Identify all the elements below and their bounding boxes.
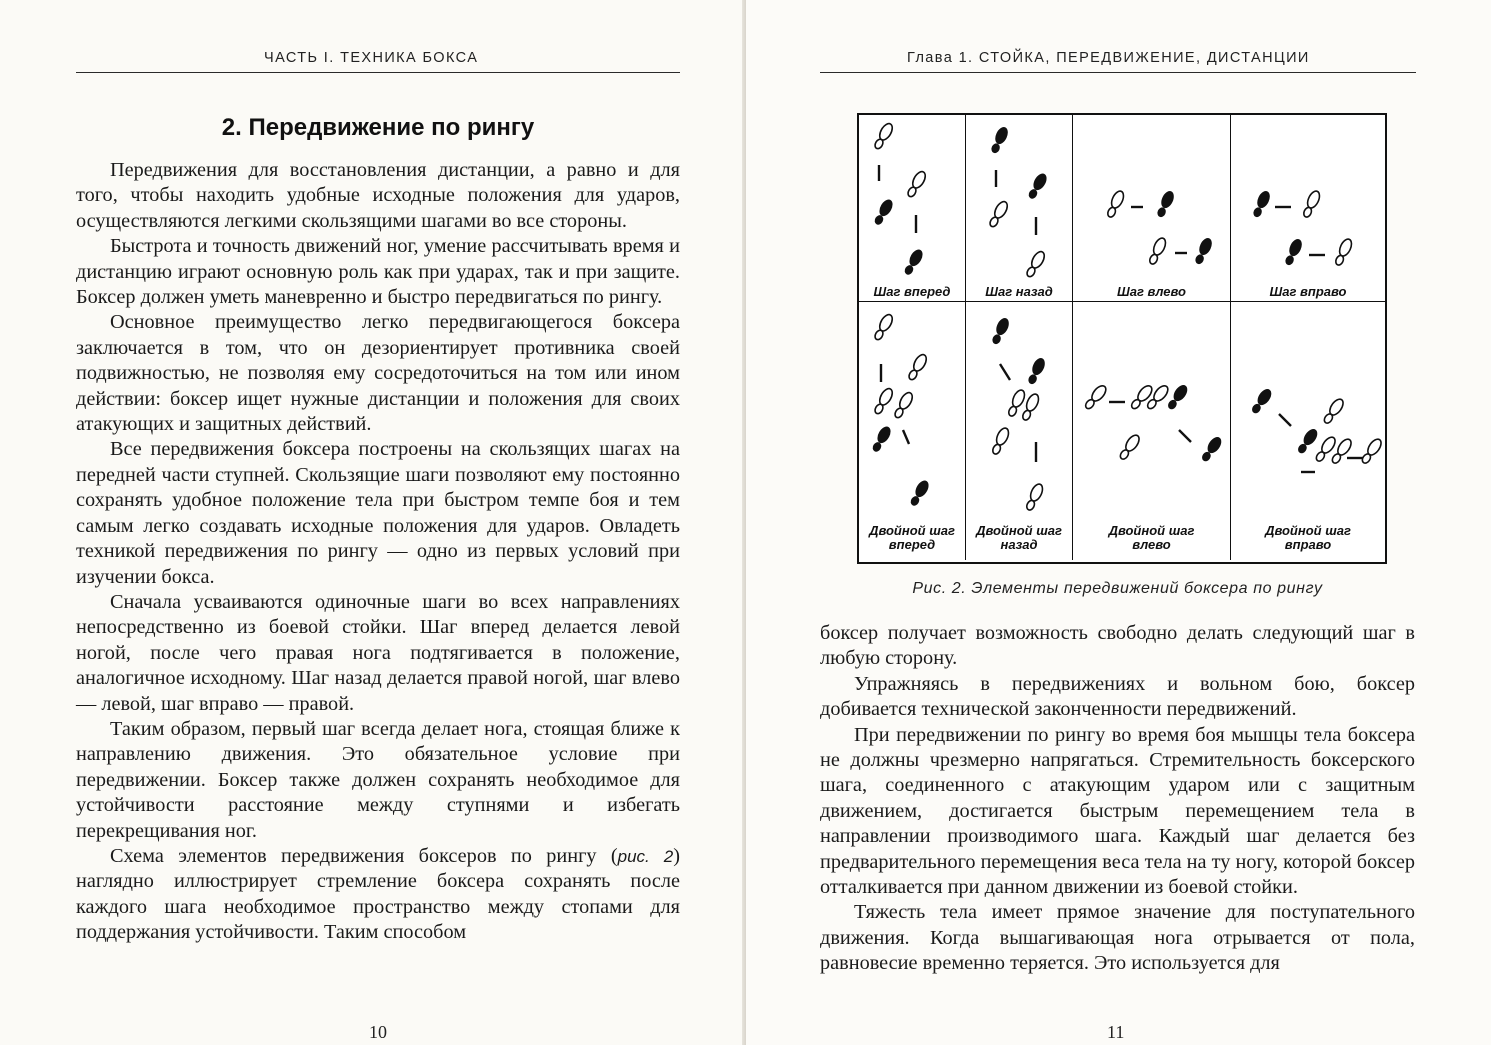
paragraph: Таким образом, первый шаг всегда делает нога, стоящая ближе к направлению движения. Это обязательное условие при передвижении. Боксер также должен сохранять необходимое для устойчивости расстояние между ступнями и избегать перекрещивания ног. (76, 717, 680, 842)
left-header-rule (76, 72, 680, 73)
left-running-head: ЧАСТЬ I. ТЕХНИКА БОКСА (264, 50, 479, 66)
cell-label-line: Двойной шаг (976, 523, 1062, 538)
footprints-icon (859, 115, 964, 283)
paragraph: Упражняясь в передвижениях и вольном бою, боксер добивается технической законченности передвижений. (820, 672, 1415, 721)
cell-label (859, 524, 965, 552)
figure-cell-step-right (1231, 115, 1385, 302)
paragraph-text: ) наглядно иллюстрирует стремление боксера сохранять после каждого шага необходимое пространство между стопами для поддержания устойчивости. Таким способом (76, 844, 680, 944)
footprints-icon (1231, 115, 1383, 283)
paragraph-with-figure-reference (76, 844, 680, 946)
cell-label (1231, 524, 1385, 552)
paragraph: Все передвижения боксера построены на скользящих шагах на передней части ступней. Скользящие шаги позволяют ему постоянно сохранять удобное положение тела при быстром темпе боя и тем самым легко создавать исходные положения для ударов. Овладеть техникой передвижения по рингу — одно из первых условий при изучении бокса. (76, 438, 680, 588)
cell-label: Шаг вперед (873, 284, 951, 299)
paragraph-text: Схема элементов передвижения боксеров по рингу ( (110, 844, 618, 867)
paragraph: Основное преимущество легко передвигающегося боксера заключается в том, что он дезориентирует противника своей подвижностью, не позволяя ему сосредоточиться на том или ином действии: боксер ищет нужные дистанции и положения для своих атакующих и защитных действий. (76, 311, 680, 436)
cell-label-line: влево (1132, 537, 1171, 552)
right-header-rule (820, 72, 1416, 73)
cell-label (1073, 524, 1230, 552)
footprints-icon (1073, 302, 1229, 517)
cell-label (966, 524, 1072, 552)
right-body-text (820, 621, 1415, 977)
left-body-text (76, 158, 680, 946)
figure-cell-double-step-right (1231, 302, 1385, 560)
paragraph: Передвижения для восстановления дистанции, а равно и для того, чтобы находить удобные исходные положения для ударов, осуществляются легкими скользящими шагами во все стороны. (76, 159, 680, 232)
footprints-icon (1231, 302, 1383, 517)
cell-label: Шаг влево (1117, 284, 1186, 299)
figure-cell-step-left (1073, 115, 1231, 302)
paragraph: При передвижении по рингу во время боя мышцы тела боксера не должны чрезмерно напрягаться. Стремительность боксерского шага, соединенного с атакующим ударом или с защитным движением, достигается быстрым перемещением тела в направлении производимого шага. Каждый шаг делается без предварительного перемещения веса тела на ту ногу, которой боксер отталкивается при данном движении из боевой стойки. (820, 723, 1415, 899)
figure-cell-step-back (966, 115, 1073, 302)
paragraph: Сначала усваиваются одиночные шаги во всех направлениях непосредственно из боевой стойки. Шаг вперед делается левой ногой, после чего правая нога подтягивается в положение, аналогичное исходному. Шаг назад делается правой ногой, шаг влево — левой, шаг вправо — правой. (76, 590, 680, 715)
cell-label: Шаг вправо (1269, 284, 1347, 299)
footprints-icon (1073, 115, 1229, 283)
figure-cell-double-step-back (966, 302, 1073, 560)
paragraph: Быстрота и точность движений ног, умение рассчитывать время и дистанцию играют основную роль как при ударах, так и при защите. Боксер должен уметь маневренно и быстро передвигаться по рингу. (76, 235, 680, 309)
cell-label: Шаг назад (985, 284, 1053, 299)
footwork-figure (857, 113, 1387, 564)
footprints-icon (859, 302, 964, 517)
paragraph: боксер получает возможность свободно делать следующий шаг в любую сторону. (820, 622, 1415, 670)
footprints-icon (966, 115, 1071, 283)
figure-reference[interactable]: рис. 2 (617, 846, 674, 866)
cell-label-line: Двойной шаг (1108, 523, 1195, 538)
figure-cell-step-forward (859, 115, 966, 302)
figure-cell-double-step-forward (859, 302, 966, 560)
cell-label-line: назад (1000, 537, 1038, 552)
footprints-icon (966, 302, 1071, 517)
cell-label-line: вперед (888, 537, 936, 552)
cell-label-line: Двойной шаг (1265, 523, 1351, 538)
figure-cell-double-step-left (1073, 302, 1231, 560)
cell-label-line: Двойной шаг (869, 523, 955, 538)
left-page (0, 0, 745, 1045)
right-running-head: Глава 1. СТОЙКА, ПЕРЕДВИЖЕНИЕ, ДИСТАНЦИИ (907, 50, 1310, 66)
paragraph: Тяжесть тела имеет прямое значение для поступательного движения. Когда вышагивающая нога отрывается от пола, равновесие временно теряется. Это используется для (820, 901, 1415, 975)
section-title: 2. Передвижение по рингу (221, 114, 535, 141)
cell-label-line: вправо (1284, 537, 1332, 552)
right-page-number: 11 (1107, 1022, 1125, 1042)
figure-caption: Рис. 2. Элементы передвижений боксера по рингу (912, 580, 1323, 597)
left-page-number: 10 (369, 1022, 387, 1042)
